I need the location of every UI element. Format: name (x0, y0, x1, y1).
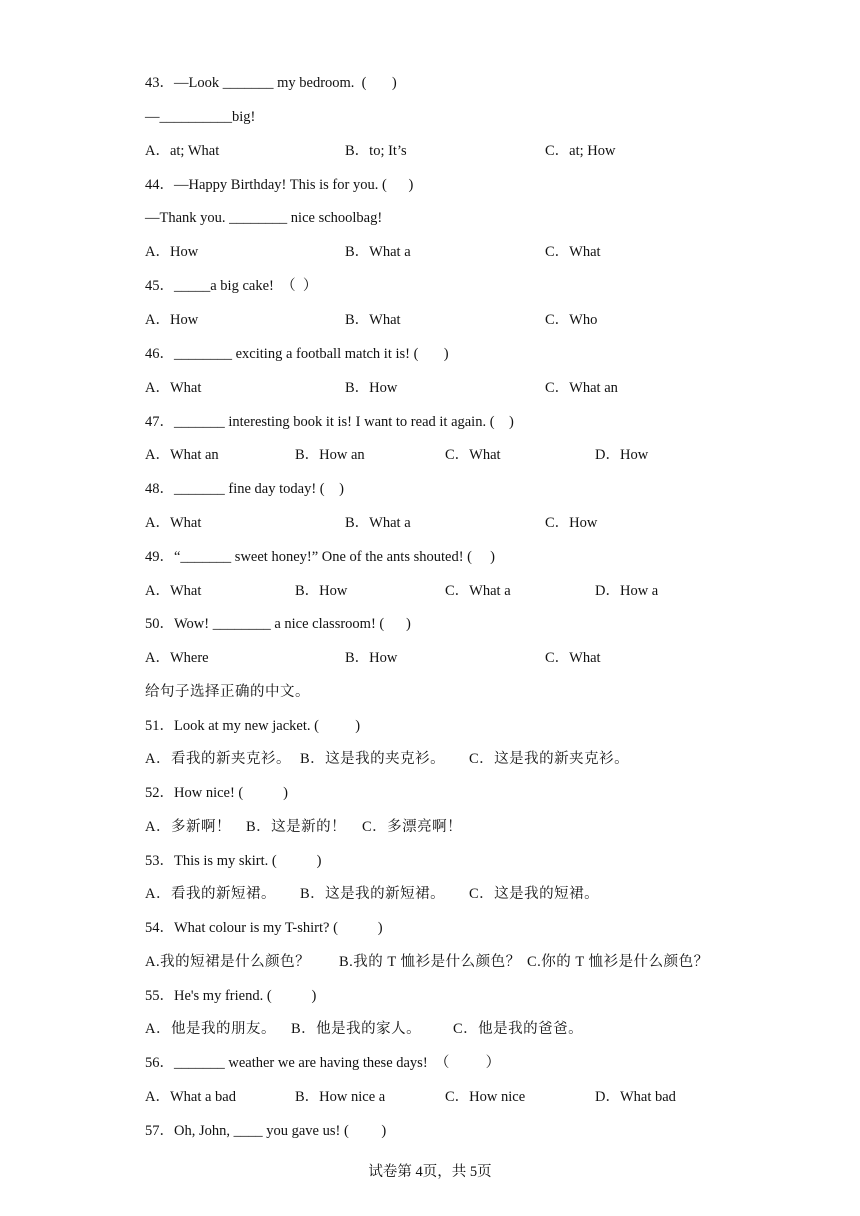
question-43-response: —__________big! (145, 109, 256, 125)
question-54-stem: 54．What colour is my T-shirt? ( ) (145, 920, 383, 936)
option-d[interactable]: D．How (595, 447, 649, 463)
option-a[interactable]: A．What an (145, 447, 219, 463)
question-48-stem: 48．_______ fine day today! ( ) (145, 481, 344, 497)
option-b[interactable]: B．How nice a (295, 1089, 386, 1105)
option-c[interactable]: C．How nice (445, 1089, 526, 1105)
section-heading: 给句子选择正确的中文。 (145, 684, 310, 700)
option-b[interactable]: B．他是我的家人。 (291, 1021, 422, 1037)
question-49-stem: 49．“_______ sweet honey!” One of the ants shouted! ( ) (145, 549, 495, 565)
question-46-options (145, 379, 745, 397)
option-a[interactable]: A．How (145, 312, 199, 328)
option-c[interactable]: C．How (545, 515, 598, 531)
option-d[interactable]: D．What bad (595, 1089, 676, 1105)
option-b[interactable]: B．What (345, 312, 401, 328)
option-a[interactable]: A．at; What (145, 143, 220, 159)
option-a[interactable]: A.我的短裙是什么颜色？ (145, 954, 311, 970)
option-a[interactable]: A．What (145, 583, 202, 599)
option-b[interactable]: B.我的 T 恤衫是什么颜色？ (339, 954, 521, 970)
option-b[interactable]: B．to; It’s (345, 143, 407, 159)
question-53-options (145, 885, 745, 903)
option-b[interactable]: B．What a (345, 244, 411, 260)
option-c[interactable]: C．What (545, 244, 601, 260)
option-b[interactable]: B．How an (295, 447, 365, 463)
option-b[interactable]: B．How (295, 583, 348, 599)
option-c[interactable]: C．Who (545, 312, 598, 328)
option-b[interactable]: B．这是新的！ (246, 819, 347, 835)
option-c[interactable]: C．多漂亮啊！ (362, 819, 463, 835)
question-45-options (145, 311, 745, 329)
option-c[interactable]: C．What a (445, 583, 511, 599)
option-a[interactable]: A．他是我的朋友。 (145, 1021, 276, 1037)
option-b[interactable]: B．这是我的新短裙。 (300, 886, 446, 902)
option-a[interactable]: A．多新啊！ (145, 819, 231, 835)
question-52-stem: 52．How nice! ( ) (145, 785, 288, 801)
question-43-options (145, 142, 745, 160)
option-a[interactable]: A．看我的新短裙。 (145, 886, 276, 902)
option-a[interactable]: A．Where (145, 650, 209, 666)
option-c[interactable]: C．What (545, 650, 601, 666)
option-a[interactable]: A．What a bad (145, 1089, 236, 1105)
question-44-stem: 44．—Happy Birthday! This is for you. ( ) (145, 177, 414, 193)
question-44-options (145, 243, 745, 261)
option-b[interactable]: B．How (345, 650, 398, 666)
option-a[interactable]: A．看我的新夹克衫。 (145, 751, 291, 767)
question-54-options (145, 953, 745, 971)
question-55-stem: 55．He's my friend. ( ) (145, 988, 317, 1004)
option-c[interactable]: C．这是我的短裙。 (469, 886, 600, 902)
option-c[interactable]: C．这是我的新夹克衫。 (469, 751, 630, 767)
option-c[interactable]: C．他是我的爸爸。 (453, 1021, 584, 1037)
question-56-stem: 56．_______ weather we are having these days! （ ） (145, 1055, 501, 1071)
question-51-options (145, 750, 745, 768)
question-47-stem: 47．_______ interesting book it is! I want to read it again. ( ) (145, 414, 514, 430)
question-50-options (145, 649, 745, 667)
question-45-stem: 45．_____a big cake! （ ） (145, 278, 318, 294)
option-a[interactable]: A．What (145, 380, 202, 396)
question-53-stem: 53．This is my skirt. ( ) (145, 853, 322, 869)
option-c[interactable]: C.你的 T 恤衫是什么颜色？ (527, 954, 709, 970)
option-b[interactable]: B．What a (345, 515, 411, 531)
question-49-options (145, 582, 745, 600)
question-52-options (145, 818, 745, 836)
option-b[interactable]: B．这是我的夹克衫。 (300, 751, 446, 767)
question-43-stem: 43．—Look _______ my bedroom. ( ) (145, 75, 397, 91)
question-46-stem: 46．________ exciting a football match it is! ( ) (145, 346, 449, 362)
option-a[interactable]: A．What (145, 515, 202, 531)
question-48-options (145, 514, 745, 532)
question-44-response: —Thank you. ________ nice schoolbag! (145, 210, 383, 226)
question-55-options (145, 1020, 745, 1038)
page-footer: 试卷第 4页，共 5页 (368, 1164, 492, 1180)
question-50-stem: 50．Wow! ________ a nice classroom! ( ) (145, 616, 411, 632)
question-51-stem: 51．Look at my new jacket. ( ) (145, 718, 361, 734)
option-b[interactable]: B．How (345, 380, 398, 396)
question-57-stem: 57．Oh, John, ____ you gave us! ( ) (145, 1123, 387, 1139)
option-c[interactable]: C．What an (545, 380, 618, 396)
question-47-options (145, 446, 745, 464)
question-56-options (145, 1088, 745, 1106)
option-d[interactable]: D．How a (595, 583, 659, 599)
option-a[interactable]: A．How (145, 244, 199, 260)
option-c[interactable]: C．at; How (545, 143, 616, 159)
option-c[interactable]: C．What (445, 447, 501, 463)
